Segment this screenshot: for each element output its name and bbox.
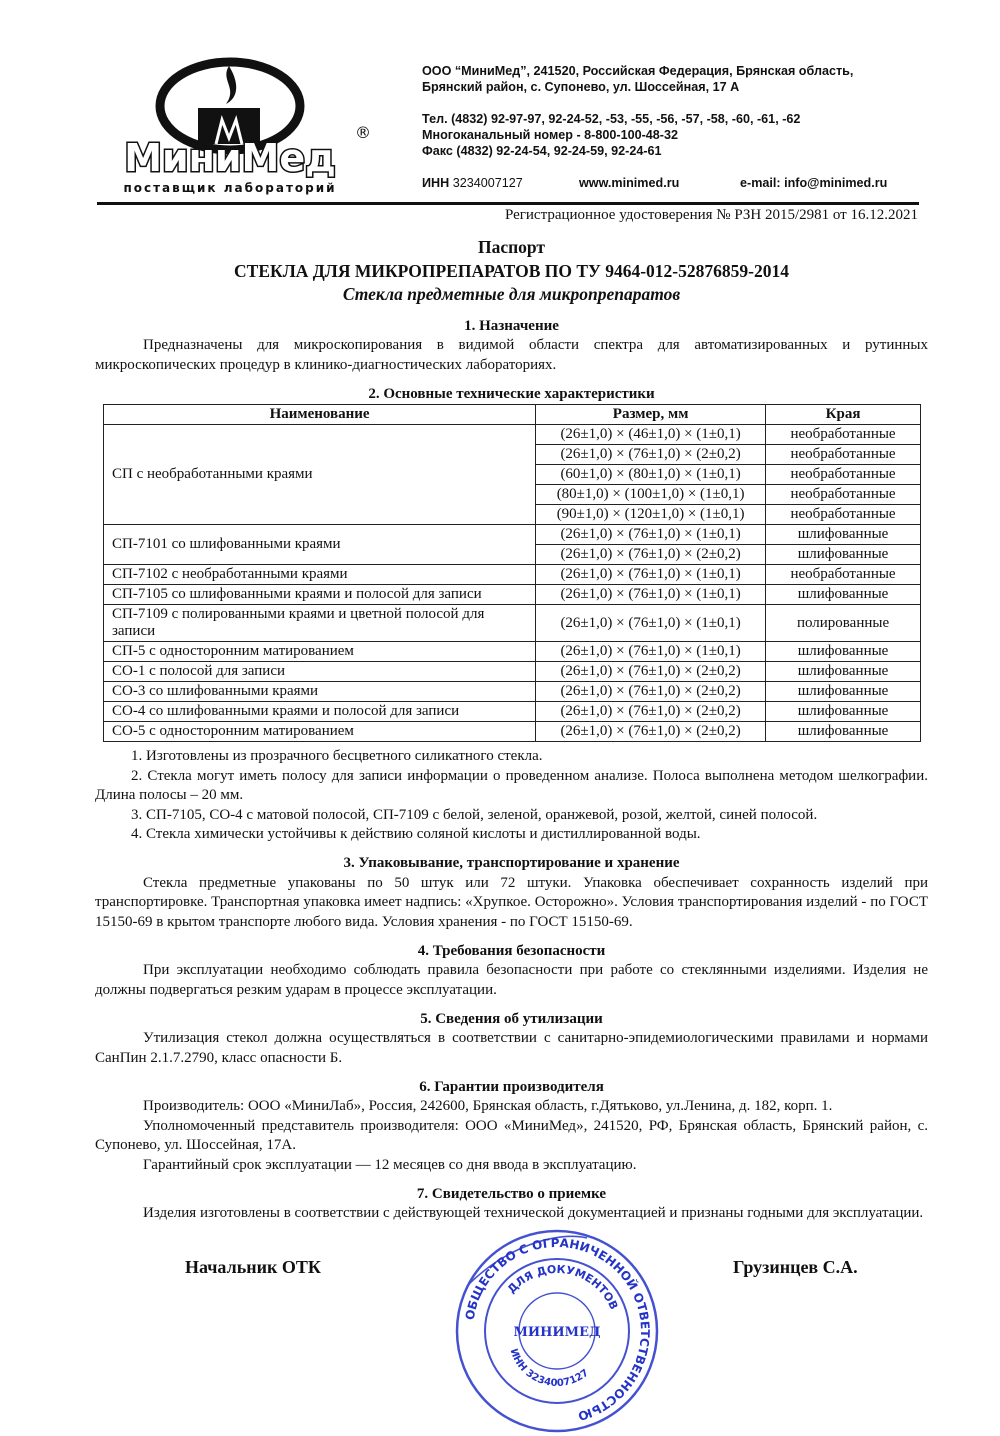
- product-name: СО-1 с полосой для записи: [104, 662, 536, 682]
- section-4-text: При эксплуатации необходимо соблюдать правила безопасности при работе со стеклянными изделиями. Изделия не должны подвергаться резким ударам в процессе эксплуатации.: [95, 962, 928, 998]
- product-size: (26±1,0) × (76±1,0) × (1±0,1): [536, 585, 766, 605]
- website-link[interactable]: www.minimed.ru: [579, 176, 680, 190]
- product-name: СП с необработанными краями: [104, 425, 536, 525]
- table-row: [104, 605, 921, 642]
- product-edges: шлифованные: [766, 545, 921, 565]
- svg-text:ИНН 3234007127: ИНН 3234007127: [507, 1346, 591, 1389]
- svg-text:ДЛЯ ДОКУМЕНТОВ: ДЛЯ ДОКУМЕНТОВ: [505, 1262, 621, 1312]
- table-row: [104, 585, 921, 605]
- product-edges: шлифованные: [766, 642, 921, 662]
- manufacturer: Производитель: ООО «МиниЛаб», Россия, 242600, Брянская область, г.Дятьково, ул.Ленина, д. 182, корп. 1.: [143, 1098, 833, 1114]
- inn-label: ИНН: [422, 176, 450, 190]
- product-edges: необработанные: [766, 425, 921, 445]
- product-size: (26±1,0) × (76±1,0) × (2±0,2): [536, 445, 766, 465]
- product-edges: необработанные: [766, 505, 921, 525]
- signature-position: Начальник ОТК: [185, 1256, 321, 1277]
- company-contacts: [422, 111, 800, 159]
- product-size: (26±1,0) × (76±1,0) × (1±0,1): [536, 565, 766, 585]
- warranty: Гарантийный срок эксплуатации — 12 месяцев со дня ввода в эксплуатацию.: [143, 1156, 637, 1173]
- product-subtitle: Стекла предметные для микропрепаратов: [342, 284, 681, 304]
- product-size: (26±1,0) × (46±1,0) × (1±0,1): [536, 425, 766, 445]
- note-item: 4. Стекла химически устойчивы к действию соляной кислоты и дистиллированной воды.: [131, 826, 701, 842]
- section-7-heading: 7. Свидетельство о приемке: [416, 1185, 607, 1202]
- section-7-text: Изделия изготовлены в соответствии с действующей технической документацией и признаны годными для эксплуатации.: [143, 1205, 924, 1221]
- note-item: 1. Изготовлены из прозрачного бесцветного силикатного стекла.: [131, 748, 543, 764]
- product-edges: полированные: [766, 605, 921, 642]
- section-4-heading: 4. Требования безопасности: [417, 942, 606, 959]
- product-name: СО-3 со шлифованными краями: [104, 682, 536, 702]
- svg-text:МиниМед: МиниМед: [124, 136, 336, 180]
- section-1-text: Предназначены для микроскопирования в видимой области спектра для автоматизированных и рутинных микроскопических процедур в клинико-диагностических лабораториях.: [95, 337, 928, 373]
- phone: Тел. (4832) 92-97-97, 92-24-52, -53, -55, -56, -57, -58, -60, -61, -62: [422, 112, 801, 126]
- document-body: [95, 236, 928, 1423]
- product-size: (60±1,0) × (80±1,0) × (1±0,1): [536, 465, 766, 485]
- product-edges: необработанные: [766, 565, 921, 585]
- table-row: [104, 525, 921, 545]
- section-6-text: [95, 1097, 928, 1175]
- product-edges: необработанные: [766, 485, 921, 505]
- table-row: [104, 662, 921, 682]
- product-size: (26±1,0) × (76±1,0) × (2±0,2): [536, 662, 766, 682]
- product-edges: необработанные: [766, 445, 921, 465]
- address-line-2: Брянский район, с. Супонево, ул. Шоссейная, 17 А: [422, 80, 740, 94]
- column-header-size: Размер, мм: [536, 405, 766, 425]
- product-name: СО-4 со шлифованными краями и полосой для записи: [104, 702, 536, 722]
- signature-row: [95, 1235, 928, 1423]
- table-row: [104, 702, 921, 722]
- note-item: 3. СП-7105, СО-4 с матовой полосой, СП-7109 с белой, зеленой, оранжевой, розой, желтой, синей полосой.: [131, 806, 818, 823]
- product-edges: шлифованные: [766, 525, 921, 545]
- product-name: СП-7101 со шлифованными краями: [104, 525, 536, 565]
- inn: [422, 175, 579, 191]
- column-header-name: Наименование: [104, 405, 536, 425]
- product-size: (26±1,0) × (76±1,0) × (1±0,1): [536, 605, 766, 642]
- section-1-heading: 1. Назначение: [464, 317, 559, 334]
- registration-certificate: Регистрационное удостоверения № РЗН 2015/2981 от 16.12.2021: [504, 207, 918, 223]
- product-edges: необработанные: [766, 465, 921, 485]
- product-title: СТЕКЛА ДЛЯ МИКРОПРЕПАРАТОВ ПО ТУ 9464-012-52876859-2014: [234, 260, 789, 281]
- section-5-heading: 5. Сведения об утилизации: [420, 1010, 603, 1027]
- authorized-representative: Уполномоченный представитель производителя: ООО «МиниМед», 241520, РФ, Брянская область, Брянский район, с. Супонево, ул. Шоссейная, 17А.: [95, 1117, 928, 1153]
- company-logo: [98, 58, 371, 198]
- product-size: (26±1,0) × (76±1,0) × (2±0,2): [536, 545, 766, 565]
- product-name: СО-5 с односторонним матированием: [104, 722, 536, 742]
- table-row: [104, 722, 921, 742]
- svg-text:поставщик лабораторий: поставщик лабораторий: [123, 181, 337, 195]
- section-5-text: Утилизация стекол должна осуществляться в соответствии с санитарно-эпидемиологическими правилами и нормами СанПин 2.1.7.2790, класс опасности Б.: [95, 1030, 928, 1066]
- company-address: [422, 63, 853, 95]
- product-name: СП-7105 со шлифованными краями и полосой для записи: [104, 585, 536, 605]
- inn-value: 3234007127: [452, 176, 523, 190]
- note-item: 2. Стекла могут иметь полосу для записи информации о проведенном анализе. Полоса выполнена методом шелкографии. Длина полосы – 20 мм.: [95, 767, 928, 803]
- table-row: [104, 682, 921, 702]
- product-edges: шлифованные: [766, 662, 921, 682]
- product-size: (80±1,0) × (100±1,0) × (1±0,1): [536, 485, 766, 505]
- fax: Факс (4832) 92-24-54, 92-24-59, 92-24-61: [422, 144, 662, 158]
- product-size: (26±1,0) × (76±1,0) × (2±0,2): [536, 722, 766, 742]
- signature-name: Грузинцев С.А.: [733, 1256, 858, 1277]
- svg-text:ОБЩЕСТВО С ОГРАНИЧЕННОЙ ОТВЕТС: ОБЩЕСТВО С ОГРАНИЧЕННОЙ ОТВЕТСТВЕННОСТЬЮ: [462, 1235, 653, 1423]
- multichannel-phone: Многоканальный номер - 8-800-100-48-32: [422, 128, 678, 142]
- product-size: (26±1,0) × (76±1,0) × (1±0,1): [536, 525, 766, 545]
- table-row: [104, 425, 921, 445]
- product-size: (26±1,0) × (76±1,0) × (2±0,2): [536, 682, 766, 702]
- address-line-1: ООО “МиниМед”, 241520, Российская Федерация, Брянская область,: [422, 64, 854, 78]
- product-size: (26±1,0) × (76±1,0) × (2±0,2): [536, 702, 766, 722]
- svg-text:МИНИМЕД: МИНИМЕД: [513, 1324, 601, 1340]
- product-name: СП-5 с односторонним матированием: [104, 642, 536, 662]
- product-size: (90±1,0) × (120±1,0) × (1±0,1): [536, 505, 766, 525]
- product-name: СП-7109 с полированными краями и цветной полосой для записи: [104, 605, 536, 642]
- product-edges: шлифованные: [766, 585, 921, 605]
- product-size: (26±1,0) × (76±1,0) × (1±0,1): [536, 642, 766, 662]
- doc-title: Паспорт: [477, 237, 546, 257]
- column-header-edges: Края: [766, 405, 921, 425]
- table-row: [104, 565, 921, 585]
- product-edges: шлифованные: [766, 722, 921, 742]
- company-stamp: [447, 1226, 667, 1436]
- product-edges: шлифованные: [766, 702, 921, 722]
- section-2-heading: 2. Основные технические характеристики: [368, 385, 655, 402]
- table-row: [104, 642, 921, 662]
- product-name: СП-7102 с необработанными краями: [104, 565, 536, 585]
- specs-table: [103, 404, 921, 742]
- section-3-heading: 3. Упаковывание, транспортирование и хранение: [343, 855, 680, 871]
- section-6-heading: 6. Гарантии производителя: [419, 1078, 604, 1095]
- svg-text:®: ®: [355, 123, 371, 142]
- section-3-text: Стекла предметные упакованы по 50 штук или 72 штуки. Упаковка обеспечивает сохранность изделий при транспортировке. Транспортная упаковка имеет надпись: «Хрупкое. Осторожно». Условия транспортирования изделий - по ГОСТ 15150-69 в крытом транспорте любого вида. Условия хранения - по ГОСТ 15150-69.: [95, 874, 928, 930]
- table-notes: [95, 747, 928, 845]
- header-divider: [97, 202, 919, 205]
- product-edges: шлифованные: [766, 682, 921, 702]
- email-link[interactable]: e-mail: info@minimed.ru: [740, 176, 888, 190]
- company-ids: [422, 175, 887, 191]
